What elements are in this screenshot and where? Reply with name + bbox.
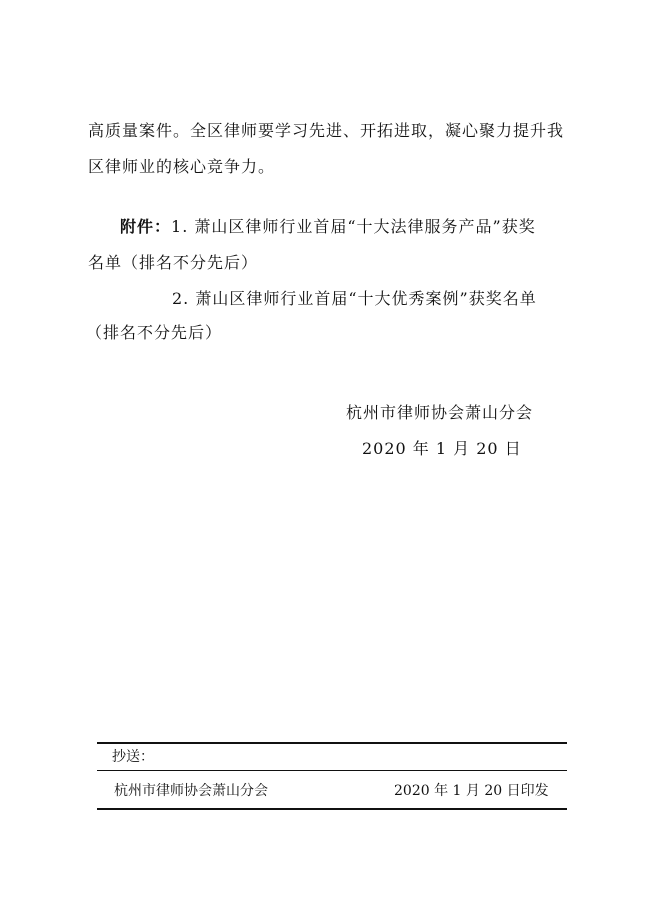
- signature-date: 2020 年 1 月 20 日: [362, 439, 522, 458]
- cc-label: 抄送：: [112, 749, 154, 765]
- footer-middle-rule: [97, 770, 567, 771]
- attachment-item-2: 2. 萧山区律师行业首届“十大优秀案例”获奖名单: [172, 289, 537, 308]
- signature-organization: 杭州市律师协会萧山分会: [346, 403, 534, 422]
- footer-issuer: 杭州市律师协会萧山分会: [114, 783, 268, 799]
- body-paragraph-line-1: 高质量案件。全区律师要学习先进、开拓进取，凝心聚力提升我: [88, 121, 565, 140]
- footer-issue-date: 2020 年 1 月 20 日印发: [394, 783, 549, 799]
- footer-bottom-rule: [97, 808, 567, 810]
- attachments-line-1: [120, 217, 536, 237]
- footer-top-rule: [97, 742, 567, 744]
- attachment-item-1: 1. 萧山区律师行业首届“十大法律服务产品”获奖: [171, 217, 536, 236]
- attachments-label: 附件：: [120, 217, 172, 236]
- attachment-item-1-continued: 名单（排名不分先后）: [88, 253, 259, 272]
- attachment-item-2-continued: （排名不分先后）: [86, 323, 223, 342]
- body-paragraph-line-2: 区律师业的核心竞争力。: [88, 157, 276, 176]
